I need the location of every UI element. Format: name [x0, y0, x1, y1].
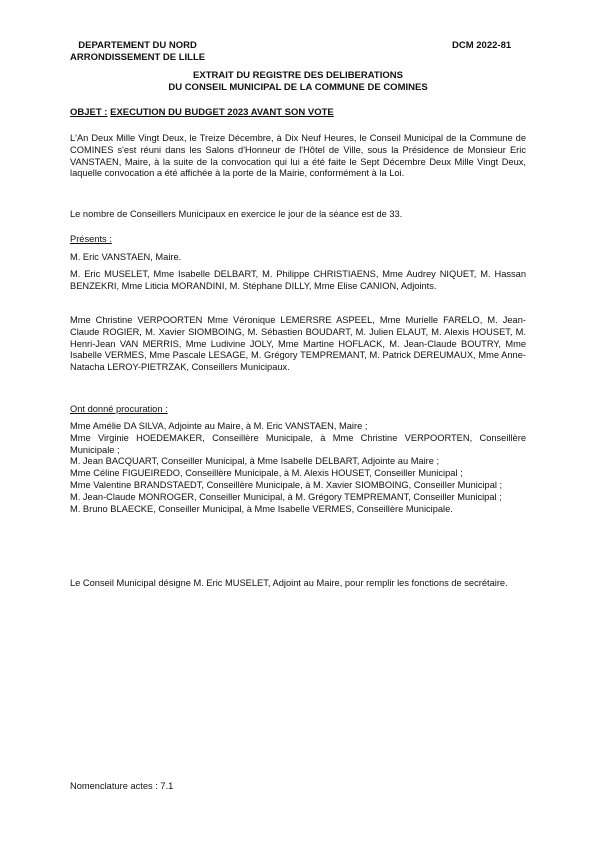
presents-label: Présents :: [70, 234, 112, 244]
procurations-list: [70, 421, 526, 515]
objet-text: EXECUTION DU BUDGET 2023 AVANT SON VOTE: [110, 107, 334, 118]
procuration-item: Mme Céline FIGUEIREDO, Conseillère Municipale, à M. Alexis HOUSET, Conseiller Municipal ;: [70, 468, 463, 479]
presents-maire: M. Eric VANSTAEN, Maire.: [70, 252, 182, 262]
title-line-2: DU CONSEIL MUNICIPAL DE LA COMMUNE DE COMINES: [168, 82, 428, 93]
presents-adjoints: M. Eric MUSELET, Mme Isabelle DELBART, M. Philippe CHRISTIAENS, Mme Audrey NIQUET, M. Hassan BENZEKRI, Mme Liticia MORANDINI, M. Stéphane DILLY, Mme Elise CANION, Adjoints.: [70, 269, 526, 291]
intro-paragraph: L'An Deux Mille Vingt Deux, le Treize Décembre, à Dix Neuf Heures, le Conseil Municipal de la Commune de COMINES s'est réuni dans les Salons d'Honneur de l'Hôtel de Ville, sous la Présidence de Monsieur Eric VANSTAEN, Maire, à la suite de la convocation qui lui a été faite le Sept Décembre Deux Mille Vingt Deux, laquelle convocation a été affichée à la porte de la Mairie, conformément à la Loi.: [70, 133, 526, 179]
deliberation-reference: DCM 2022-81: [452, 40, 512, 51]
procuration-item: Mme Virginie HOEDEMAKER, Conseillère Municipale, à Mme Christine VERPOORTEN, Conseillère Municipale ;: [70, 432, 526, 455]
document-title: [70, 70, 526, 94]
title-line-1: EXTRAIT DU REGISTRE DES DELIBERATIONS: [193, 70, 403, 81]
count-paragraph: Le nombre de Conseillers Municipaux en exercice le jour de la séance est de 33.: [70, 209, 403, 219]
objet-label: OBJET :: [70, 107, 108, 118]
procurations-label: Ont donné procuration :: [70, 404, 168, 414]
header-administration: [70, 40, 205, 64]
procuration-item: M. Bruno BLAECKE, Conseiller Municipal, à Mme Isabelle VERMES, Conseillère Municipale.: [70, 503, 453, 514]
department-name: DEPARTEMENT DU NORD: [78, 40, 197, 51]
presents-conseillers: Mme Christine VERPOORTEN Mme Véronique LEMERSRE ASPEEL, Mme Murielle FARELO, M. Jean-Claude ROGIER, M. Xavier SIOMBOING, M. Sébastien BOUDART, M. Julien ELAUT, M. Alexis HOUSET, M. Henri-Jean VAN MERRIS, Mme Ludivine JOLY, Mme Martine HOFLACK, M. Jean-Claude BOUTRY, Mme Isabelle VERMES, Mme Pascale LESAGE, M. Grégory TEMPREMANT, M. Patrick DEREUMAUX, Mme Anne-Natacha LEROY-PIETRZAK, Conseillers Municipaux.: [70, 315, 526, 373]
procuration-item: Mme Amélie DA SILVA, Adjointe au Maire, à M. Eric VANSTAEN, Maire ;: [70, 421, 368, 431]
nomenclature-footer: Nomenclature actes : 7.1: [70, 781, 174, 791]
procuration-item: M. Jean-Claude MONROGER, Conseiller Municipal, à M. Grégory TEMPREMANT, Conseiller Municipal ;: [70, 491, 502, 502]
procuration-item: Mme Valentine BRANDSTAEDT, Conseillère Municipale, à M. Xavier SIOMBOING, Conseiller Municipal ;: [70, 479, 503, 490]
objet-line: [70, 107, 334, 118]
arrondissement-name: ARRONDISSEMENT DE LILLE: [70, 52, 206, 63]
secretaire-paragraph: Le Conseil Municipal désigne M. Eric MUSELET, Adjoint au Maire, pour remplir les fonctions de secrétaire.: [70, 578, 508, 588]
procuration-item: M. Jean BACQUART, Conseiller Municipal, à Mme Isabelle DELBART, Adjointe au Maire ;: [70, 456, 440, 467]
